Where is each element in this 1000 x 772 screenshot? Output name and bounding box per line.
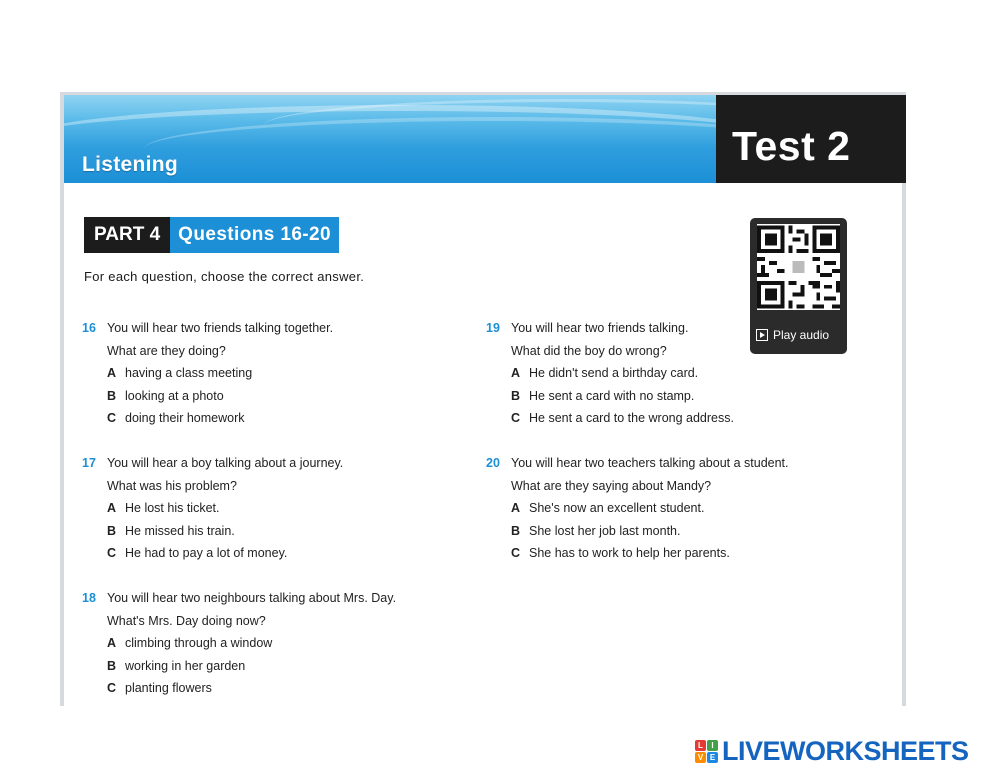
option-text: He sent a card with no stamp. — [529, 388, 695, 403]
option-text: He lost his ticket. — [125, 501, 220, 515]
option-text: He sent a card to the wrong address. — [529, 411, 734, 425]
option-letter: A — [107, 636, 117, 650]
part-heading — [84, 217, 339, 253]
answer-option[interactable] — [82, 520, 343, 543]
option-text: He missed his train. — [125, 523, 235, 538]
option-letter: A — [511, 501, 521, 515]
question-20 — [486, 452, 789, 565]
question-prompt: What was his problem? — [107, 478, 237, 493]
answer-option[interactable] — [82, 677, 396, 700]
liveworksheets-logo — [695, 736, 969, 767]
option-text: planting flowers — [125, 681, 212, 695]
part-questions-range: Questions 16-20 — [170, 217, 339, 253]
option-letter: B — [107, 388, 117, 403]
option-text: She's now an excellent student. — [529, 501, 705, 515]
play-audio-label: Play audio — [773, 328, 830, 342]
option-letter: C — [107, 546, 117, 560]
question-context: You will hear two friends talking together. — [107, 321, 334, 335]
question-17 — [82, 452, 343, 565]
play-icon — [756, 329, 768, 341]
option-letter: C — [511, 546, 521, 560]
logo-mark-letter: V — [695, 752, 706, 763]
answer-option[interactable] — [486, 520, 789, 543]
option-letter: C — [107, 411, 117, 425]
answer-option[interactable] — [82, 655, 396, 678]
qr-code-icon — [757, 224, 840, 310]
question-16 — [82, 317, 333, 430]
worksheet-page — [60, 92, 906, 706]
question-prompt: What did the boy do wrong? — [511, 343, 667, 358]
section-title: Listening — [82, 153, 179, 176]
question-number: 19 — [486, 321, 500, 335]
option-letter: C — [511, 411, 521, 425]
option-text: looking at a photo — [125, 388, 224, 403]
answer-option[interactable] — [82, 385, 333, 408]
option-text: working in her garden — [125, 658, 246, 673]
question-context: You will hear two teachers talking about a student. — [511, 456, 789, 470]
question-context: You will hear a boy talking about a journey. — [107, 456, 344, 470]
option-text: He had to pay a lot of money. — [125, 546, 288, 560]
option-letter: B — [511, 523, 521, 538]
question-context: You will hear two neighbours talking about Mrs. Day. — [107, 591, 397, 605]
question-number: 18 — [82, 591, 96, 605]
option-text: She has to work to help her parents. — [529, 546, 730, 560]
option-letter: B — [107, 523, 117, 538]
answer-option[interactable] — [82, 362, 333, 385]
instruction-text: For each question, choose the correct answer. — [84, 269, 365, 284]
option-text: having a class meeting — [125, 366, 253, 380]
test-title-box — [716, 95, 906, 183]
answer-option[interactable] — [486, 497, 789, 520]
option-text: She lost her job last month. — [529, 523, 681, 538]
question-number: 16 — [82, 321, 96, 335]
logo-mark-letter: I — [707, 740, 718, 751]
logo-mark-icon — [695, 740, 719, 764]
logo-text: LIVEWORKSHEETS — [722, 736, 969, 766]
answer-option[interactable] — [82, 542, 343, 565]
answer-option[interactable] — [486, 542, 789, 565]
option-text: climbing through a window — [125, 636, 273, 650]
option-letter: A — [511, 366, 521, 380]
answer-option[interactable] — [82, 407, 333, 430]
header-banner — [64, 95, 716, 183]
question-number: 20 — [486, 456, 500, 470]
question-18 — [82, 587, 396, 700]
question-prompt: What are they doing? — [107, 343, 226, 358]
answer-option[interactable] — [82, 632, 396, 655]
question-19 — [486, 317, 734, 430]
question-number: 17 — [82, 456, 96, 470]
part-label: PART 4 — [84, 217, 170, 253]
option-letter: B — [511, 388, 521, 403]
logo-mark-letter: L — [695, 740, 706, 751]
question-prompt: What's Mrs. Day doing now? — [107, 613, 266, 628]
logo-mark-letter: E — [707, 752, 718, 763]
answer-option[interactable] — [486, 407, 734, 430]
option-letter: B — [107, 658, 117, 673]
question-prompt: What are they saying about Mandy? — [511, 478, 712, 493]
question-context: You will hear two friends talking. — [511, 321, 689, 335]
option-text: He didn't send a birthday card. — [529, 366, 699, 380]
answer-option[interactable] — [486, 362, 734, 385]
answer-option[interactable] — [82, 497, 343, 520]
option-text: doing their homework — [125, 411, 245, 425]
option-letter: A — [107, 366, 117, 380]
answer-option[interactable] — [486, 385, 734, 408]
play-audio-button[interactable] — [756, 328, 829, 342]
option-letter: C — [107, 681, 117, 695]
test-title: Test 2 — [732, 123, 851, 169]
option-letter: A — [107, 501, 117, 515]
audio-card[interactable] — [750, 218, 847, 354]
